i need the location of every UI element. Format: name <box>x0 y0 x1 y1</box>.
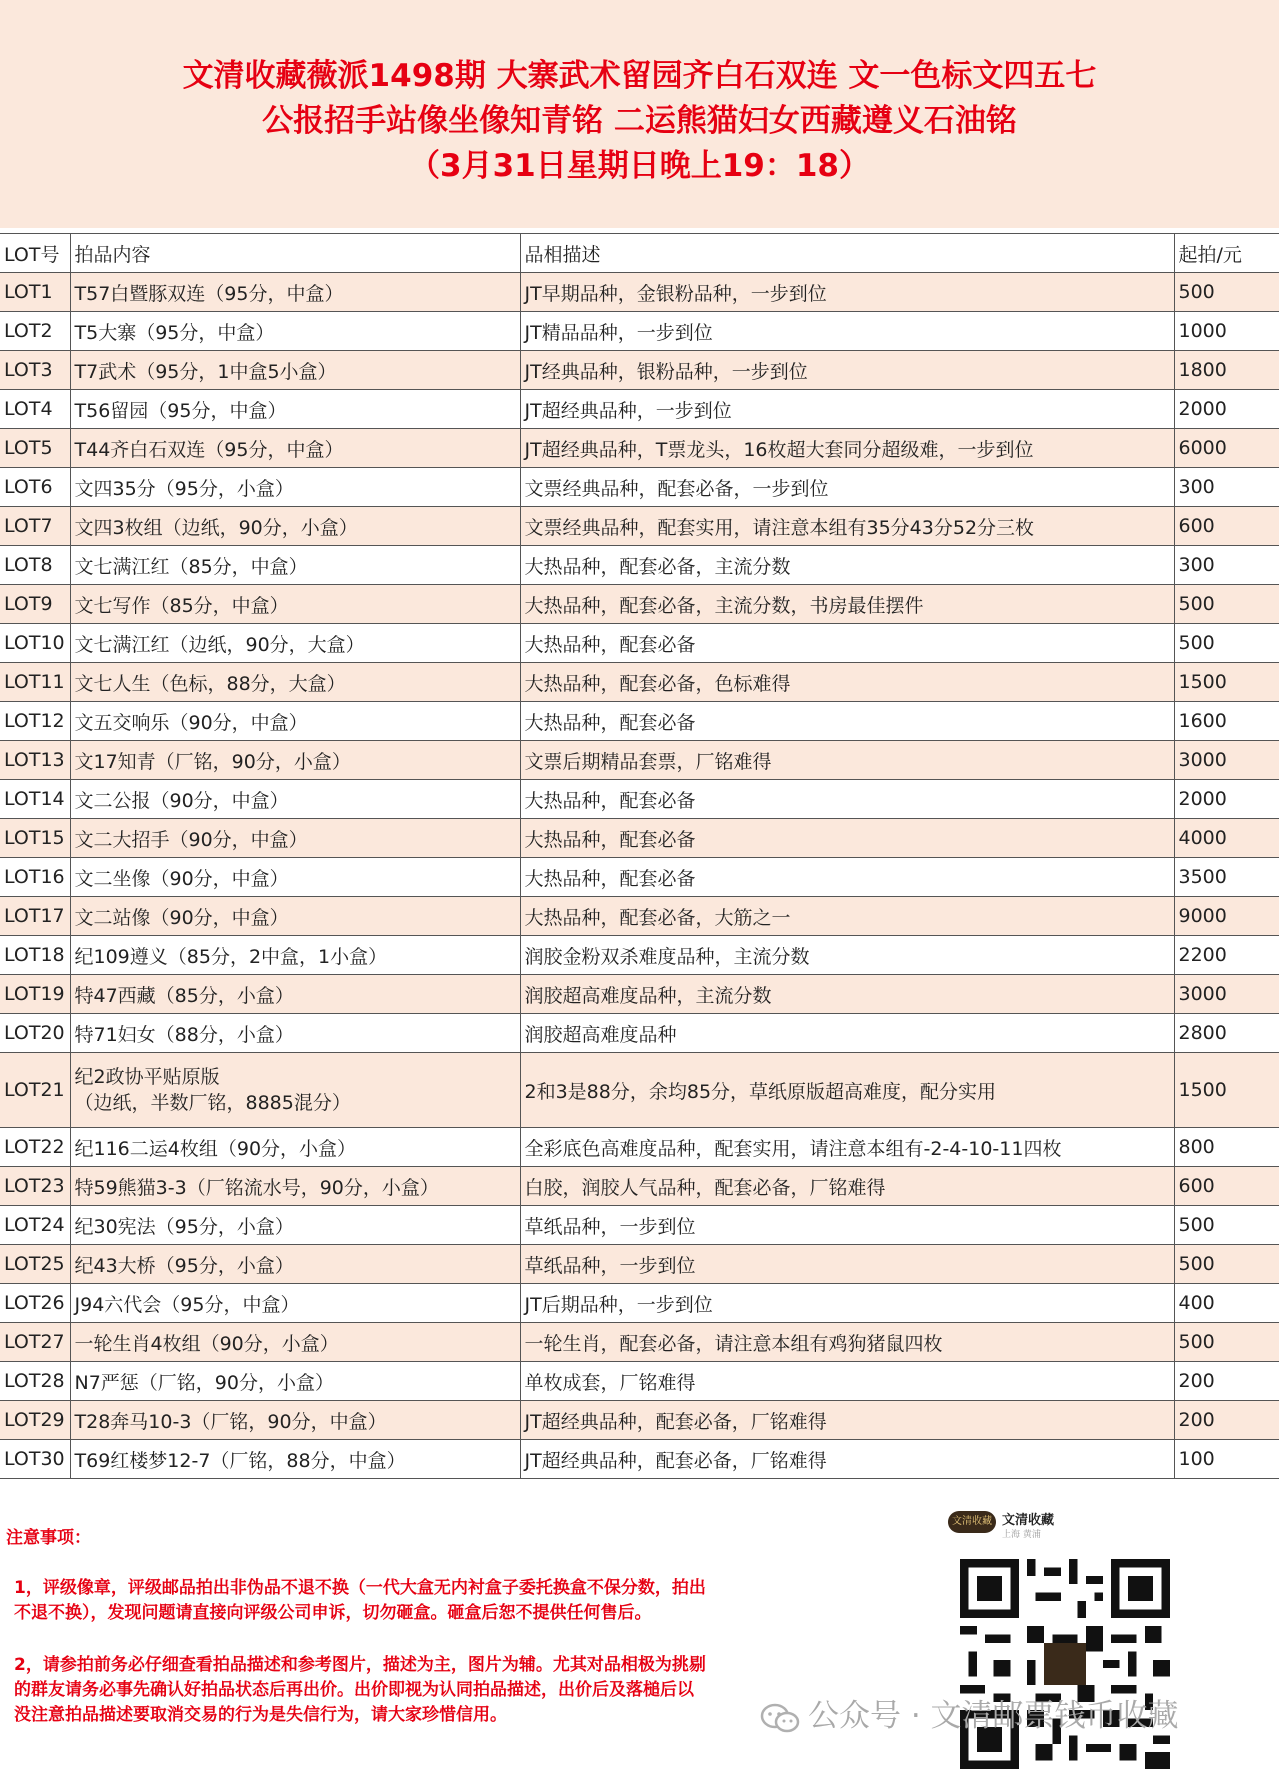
header-desc: 品相描述 <box>520 234 1174 273</box>
page-title <box>0 54 1279 189</box>
header-banner <box>0 0 1279 228</box>
lot-description: 大热品种，配套必备，色标难得 <box>520 663 1174 702</box>
note-2-line-3: 没注意拍品描述要取消交易的行为是失信行为，请大家珍惜信用。 <box>14 1705 507 1725</box>
brand-name: 文清收藏 <box>1002 1513 1055 1528</box>
lot-description: 大热品种，配套必备，大筋之一 <box>520 897 1174 936</box>
lot-start-price: 800 <box>1174 1128 1279 1167</box>
lot-item-line-2: （边纸，半数厂铭，8885混分） <box>74 1092 351 1114</box>
lot-number: LOT1 <box>0 273 70 312</box>
lot-description: 大热品种，配套必备，主流分数，书房最佳摆件 <box>520 585 1174 624</box>
lot-description: 大热品种，配套必备 <box>520 624 1174 663</box>
lot-item: 文七满江红（边纸，90分，大盒） <box>70 624 520 663</box>
table-row <box>0 429 1279 468</box>
lot-start-price: 1000 <box>1174 312 1279 351</box>
lot-number: LOT29 <box>0 1401 70 1440</box>
table-row <box>0 1245 1279 1284</box>
lot-start-price: 2200 <box>1174 936 1279 975</box>
lot-start-price: 200 <box>1174 1362 1279 1401</box>
lot-number: LOT28 <box>0 1362 70 1401</box>
lot-item: 文七写作（85分，中盒） <box>70 585 520 624</box>
lot-item: T56留园（95分，中盒） <box>70 390 520 429</box>
lot-number: LOT21 <box>0 1053 70 1128</box>
lot-item: 文四3枚组（边纸，90分，小盒） <box>70 507 520 546</box>
note-2-line-2: 的群友请务必事先确认好拍品状态后再出价。出价即视为认同拍品描述，出价后及落槌后以 <box>14 1680 694 1700</box>
table-row <box>0 1284 1279 1323</box>
lot-number: LOT15 <box>0 819 70 858</box>
lot-item: 文二大招手（90分，中盒） <box>70 819 520 858</box>
note-item-1 <box>14 1576 814 1626</box>
qr-code-icon[interactable] <box>960 1559 1170 1769</box>
lot-number: LOT5 <box>0 429 70 468</box>
table-row <box>0 858 1279 897</box>
lot-description: 润胶超高难度品种 <box>520 1014 1174 1053</box>
lot-start-price: 500 <box>1174 1206 1279 1245</box>
lot-number: LOT13 <box>0 741 70 780</box>
lot-number: LOT23 <box>0 1167 70 1206</box>
lot-number: LOT27 <box>0 1323 70 1362</box>
lot-start-price: 2800 <box>1174 1014 1279 1053</box>
lot-start-price: 500 <box>1174 585 1279 624</box>
header-item: 拍品内容 <box>70 234 520 273</box>
lot-start-price: 1600 <box>1174 702 1279 741</box>
table-row <box>0 741 1279 780</box>
note-1-line-1: 1，评级像章，评级邮品拍出非伪品不退不换（一代大盒无内衬盒子委托换盒不保分数，拍出 <box>14 1578 706 1598</box>
note-2-line-1: 2，请参拍前务必仔细查看拍品描述和参考图片，描述为主，图片为辅。尤其对品相极为挑剔 <box>14 1655 706 1675</box>
lot-number: LOT19 <box>0 975 70 1014</box>
lot-start-price: 1800 <box>1174 351 1279 390</box>
lot-number: LOT26 <box>0 1284 70 1323</box>
lot-number: LOT7 <box>0 507 70 546</box>
lot-start-price: 2000 <box>1174 780 1279 819</box>
watermark-text: 公众号 · 文清邮票钱币收藏 <box>808 1698 1179 1734</box>
table-row <box>0 702 1279 741</box>
lot-description: 白胶，润胶人气品种，配套必备，厂铭难得 <box>520 1167 1174 1206</box>
lot-item: 文17知青（厂铭，90分，小盒） <box>70 741 520 780</box>
title-line-3: （3月31日星期日晚上19：18） <box>409 148 870 184</box>
title-line-1: 文清收藏薇派1498期 大寨武术留园齐白石双连 文一色标文四五七 <box>182 58 1097 94</box>
note-1-line-2: 不退不换），发现问题请直接向评级公司申诉，切勿砸盒。砸盒后恕不提供任何售后。 <box>14 1603 652 1623</box>
lot-item: 文七人生（色标，88分，大盒） <box>70 663 520 702</box>
table-row <box>0 1362 1279 1401</box>
lot-number: LOT9 <box>0 585 70 624</box>
notes-title: 注意事项： <box>6 1528 91 1548</box>
lot-start-price: 100 <box>1174 1440 1279 1479</box>
lot-item: T5大寨（95分，中盒） <box>70 312 520 351</box>
table-row <box>0 507 1279 546</box>
lot-start-price: 3500 <box>1174 858 1279 897</box>
lot-description: 文票经典品种，配套必备，一步到位 <box>520 468 1174 507</box>
lot-description: JT经典品种，银粉品种，一步到位 <box>520 351 1174 390</box>
header-lot: LOT号 <box>0 234 70 273</box>
lot-start-price: 3000 <box>1174 741 1279 780</box>
table-row <box>0 1206 1279 1245</box>
lot-item: T44齐白石双连（95分，中盒） <box>70 429 520 468</box>
lot-description: 单枚成套，厂铭难得 <box>520 1362 1174 1401</box>
lot-item: 文七满江红（85分，中盒） <box>70 546 520 585</box>
lot-number: LOT2 <box>0 312 70 351</box>
lot-description: 大热品种，配套必备 <box>520 702 1174 741</box>
lot-item: 一轮生肖4枚组（90分，小盒） <box>70 1323 520 1362</box>
note-item-2 <box>14 1653 814 1728</box>
lot-number: LOT8 <box>0 546 70 585</box>
lot-number: LOT10 <box>0 624 70 663</box>
lot-description: JT超经典品种，配套必备，厂铭难得 <box>520 1401 1174 1440</box>
table-body <box>0 273 1279 1479</box>
table-row <box>0 1128 1279 1167</box>
table-row <box>0 897 1279 936</box>
lot-number: LOT22 <box>0 1128 70 1167</box>
lot-item: T7武术（95分，1中盒5小盒） <box>70 351 520 390</box>
lot-item: T57白暨豚双连（95分，中盒） <box>70 273 520 312</box>
lot-description: 大热品种，配套必备，主流分数 <box>520 546 1174 585</box>
lot-description: 润胶超高难度品种，主流分数 <box>520 975 1174 1014</box>
lot-description: JT早期品种，金银粉品种，一步到位 <box>520 273 1174 312</box>
lot-item: 特71妇女（88分，小盒） <box>70 1014 520 1053</box>
lot-description: 大热品种，配套必备 <box>520 858 1174 897</box>
lot-start-price: 6000 <box>1174 429 1279 468</box>
title-line-2: 公报招手站像坐像知青铭 二运熊猫妇女西藏遵义石油铭 <box>262 103 1017 139</box>
lot-description: JT后期品种，一步到位 <box>520 1284 1174 1323</box>
lot-start-price: 1500 <box>1174 1053 1279 1128</box>
brand-location: 上海 黄浦 <box>1002 1530 1041 1540</box>
table-row <box>0 1053 1279 1128</box>
lot-start-price: 3000 <box>1174 975 1279 1014</box>
table-header-row <box>0 234 1279 273</box>
table-row <box>0 624 1279 663</box>
lot-number: LOT17 <box>0 897 70 936</box>
lot-start-price: 500 <box>1174 624 1279 663</box>
lot-description: JT超经典品种，配套必备，厂铭难得 <box>520 1440 1174 1479</box>
lot-description: 全彩底色高难度品种，配套实用，请注意本组有-2-4-10-11四枚 <box>520 1128 1174 1167</box>
lot-number: LOT30 <box>0 1440 70 1479</box>
table-row <box>0 585 1279 624</box>
lot-item: 文五交响乐（90分，中盒） <box>70 702 520 741</box>
table-row <box>0 1167 1279 1206</box>
lot-number: LOT20 <box>0 1014 70 1053</box>
lot-description: JT超经典品种，一步到位 <box>520 390 1174 429</box>
lot-start-price: 4000 <box>1174 819 1279 858</box>
lot-description: 大热品种，配套必备 <box>520 780 1174 819</box>
lot-item: 文二公报（90分，中盒） <box>70 780 520 819</box>
lot-number: LOT11 <box>0 663 70 702</box>
lot-number: LOT3 <box>0 351 70 390</box>
lot-description: 文票后期精品套票，厂铭难得 <box>520 741 1174 780</box>
lot-start-price: 500 <box>1174 273 1279 312</box>
lot-item: 文四35分（95分，小盒） <box>70 468 520 507</box>
lot-item: 纪30宪法（95分，小盒） <box>70 1206 520 1245</box>
wechat-icon <box>760 1703 800 1733</box>
lot-description: 润胶金粉双杀难度品种，主流分数 <box>520 936 1174 975</box>
table-row <box>0 1014 1279 1053</box>
lot-number: LOT24 <box>0 1206 70 1245</box>
table-row <box>0 1323 1279 1362</box>
table-row <box>0 975 1279 1014</box>
lot-item: 文二站像（90分，中盒） <box>70 897 520 936</box>
lot-number: LOT12 <box>0 702 70 741</box>
lot-start-price: 200 <box>1174 1401 1279 1440</box>
table-row <box>0 390 1279 429</box>
lot-number: LOT25 <box>0 1245 70 1284</box>
lot-number: LOT14 <box>0 780 70 819</box>
lot-start-price: 600 <box>1174 1167 1279 1206</box>
lot-item: 纪116二运4枚组（90分，小盒） <box>70 1128 520 1167</box>
lot-description: 草纸品种，一步到位 <box>520 1245 1174 1284</box>
lot-item <box>70 1053 520 1128</box>
lot-item: J94六代会（95分，中盒） <box>70 1284 520 1323</box>
wechat-watermark <box>760 1696 1270 1736</box>
lot-description: 一轮生肖，配套必备，请注意本组有鸡狗猪鼠四枚 <box>520 1323 1174 1362</box>
table-row <box>0 1401 1279 1440</box>
lot-number: LOT6 <box>0 468 70 507</box>
lot-item: 文二坐像（90分，中盒） <box>70 858 520 897</box>
lot-description: JT超经典品种，T票龙头，16枚超大套同分超级难，一步到位 <box>520 429 1174 468</box>
header-price: 起拍/元 <box>1174 234 1279 273</box>
lot-description: 大热品种，配套必备 <box>520 819 1174 858</box>
lot-description: JT精品品种，一步到位 <box>520 312 1174 351</box>
lot-number: LOT16 <box>0 858 70 897</box>
lot-start-price: 9000 <box>1174 897 1279 936</box>
table-row <box>0 663 1279 702</box>
table-row <box>0 468 1279 507</box>
lot-item: 特59熊猫3-3（厂铭流水号，90分，小盒） <box>70 1167 520 1206</box>
lot-number: LOT4 <box>0 390 70 429</box>
lot-description: 文票经典品种，配套实用，请注意本组有35分43分52分三枚 <box>520 507 1174 546</box>
lot-start-price: 2000 <box>1174 390 1279 429</box>
lot-item: 纪43大桥（95分，小盒） <box>70 1245 520 1284</box>
brand-logo: 文清收藏 <box>948 1511 996 1533</box>
table-row <box>0 351 1279 390</box>
lot-item: 特47西藏（85分，小盒） <box>70 975 520 1014</box>
auction-lot-table <box>0 233 1279 1479</box>
table-row <box>0 780 1279 819</box>
table-row <box>0 546 1279 585</box>
lot-item-line-1: 纪2政协平贴原版 <box>74 1066 220 1088</box>
lot-start-price: 500 <box>1174 1245 1279 1284</box>
lot-start-price: 1500 <box>1174 663 1279 702</box>
table-row <box>0 312 1279 351</box>
lot-start-price: 500 <box>1174 1323 1279 1362</box>
table-row <box>0 819 1279 858</box>
lot-start-price: 600 <box>1174 507 1279 546</box>
lot-description: 2和3是88分，余均85分，草纸原版超高难度，配分实用 <box>520 1053 1174 1128</box>
lot-item: T28奔马10-3（厂铭，90分，中盒） <box>70 1401 520 1440</box>
lot-start-price: 400 <box>1174 1284 1279 1323</box>
lot-item: 纪109遵义（85分，2中盒，1小盒） <box>70 936 520 975</box>
lot-number: LOT18 <box>0 936 70 975</box>
lot-description: 草纸品种，一步到位 <box>520 1206 1174 1245</box>
lot-start-price: 300 <box>1174 546 1279 585</box>
lot-item: N7严惩（厂铭，90分，小盒） <box>70 1362 520 1401</box>
lot-item: T69红楼梦12-7（厂铭，88分，中盒） <box>70 1440 520 1479</box>
table-row <box>0 936 1279 975</box>
lot-start-price: 300 <box>1174 468 1279 507</box>
table-row <box>0 273 1279 312</box>
table-row <box>0 1440 1279 1479</box>
